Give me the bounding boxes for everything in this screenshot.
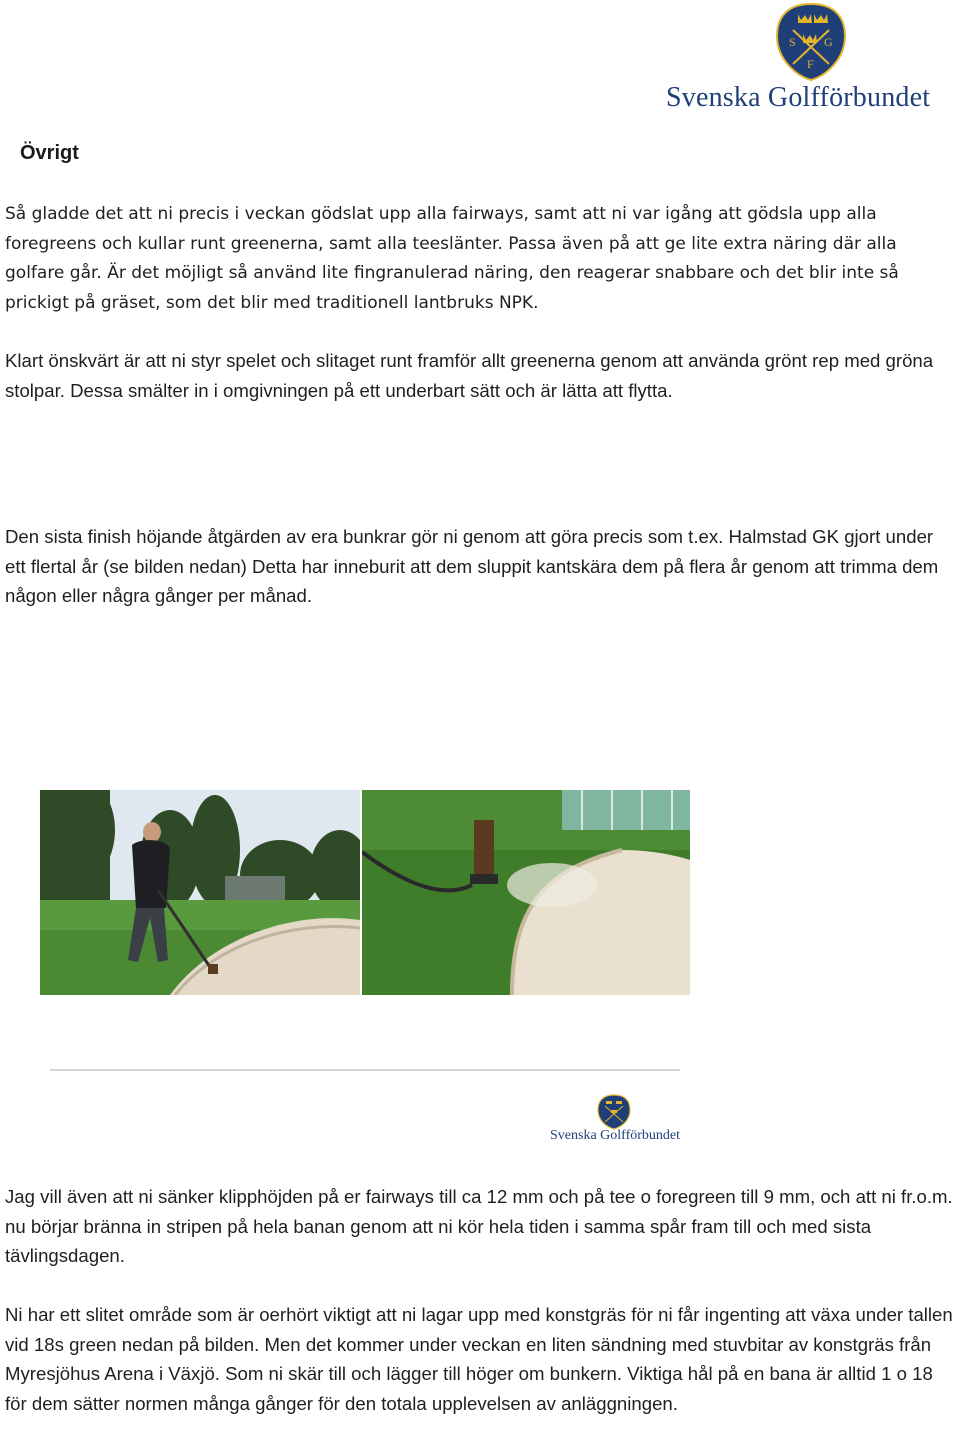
photo-trimmer-closeup — [362, 790, 690, 995]
footer-brand-logo-text: Svenska Golfförbundet — [550, 1128, 680, 1143]
emblem-letter-g: G — [824, 35, 833, 49]
paragraph-rope-and-posts: Klart önskvärt är att ni styr spelet och slitaget runt framför allt greenerna genom att använda grönt rep med gröna stolpar. Dessa smälter in i omgivningen på ett underbart sätt och är lätta att flytta. — [5, 350, 934, 401]
divider-line — [50, 1069, 680, 1071]
sgf-emblem-icon — [775, 2, 847, 82]
paragraph-fertilizing: Så gladde det att ni precis i veckan gödslat upp alla fairways, samt att ni var igång att gödsla upp alla foregreens och kullar runt greenerna, samt alla teeslänter. Passa även på att ge lite extra näring där alla golfare går. Är det möjligt så använd lite fingranulerad näring, den reagerar snabbare och det blir inte så prickigt på gräset, som det blir med traditionell lantbruks NPK. — [5, 204, 899, 313]
section-title: Övrigt — [20, 142, 79, 164]
paragraph-artificial-turf: Ni har ett slitet område som är oerhört viktigt att ni lagar upp med konstgräs för ni får ingenting att växa under tallen vid 18s green nedan på bilden. Men det kommer under veckan en liten sändning med stuvbitar av konstgräs från Myresjöhus Arena i Växjö. Som ni skär till och lägger till höger om bunkern. Viktiga hål på en bana är alltid 1 o 18 för dem sätter normen många gånger för den totala upplevelsen av anläggningen. — [5, 1304, 953, 1414]
emblem-letter-s: S — [789, 35, 796, 49]
paragraph-bunker-finish: Den sista finish höjande åtgärden av era bunkrar gör ni genom att göra precis som t.ex. Halmstad GK gjort under ett flertal år (se bilden nedan) Detta har inneburit att dem sluppit kantskära dem på flera år genom att trimma dem någon eller några gånger per månad. — [5, 526, 939, 606]
brand-logo-text: Svenska Golfförbundet — [666, 82, 931, 113]
emblem-letter-f: F — [807, 57, 814, 71]
sgf-emblem-small-icon — [597, 1094, 631, 1130]
photo-greenkeeper-trimming — [40, 790, 360, 995]
paragraph-mowing-height: Jag vill även att ni sänker klipphöjden på er fairways till ca 12 mm och på tee o foregreen till 9 mm, och att ni fr.o.m. nu börjar bränna in stripen på hela banan genom att ni kör hela tiden i samma spår fram till och med sista tävlingsdagen. — [5, 1186, 953, 1266]
